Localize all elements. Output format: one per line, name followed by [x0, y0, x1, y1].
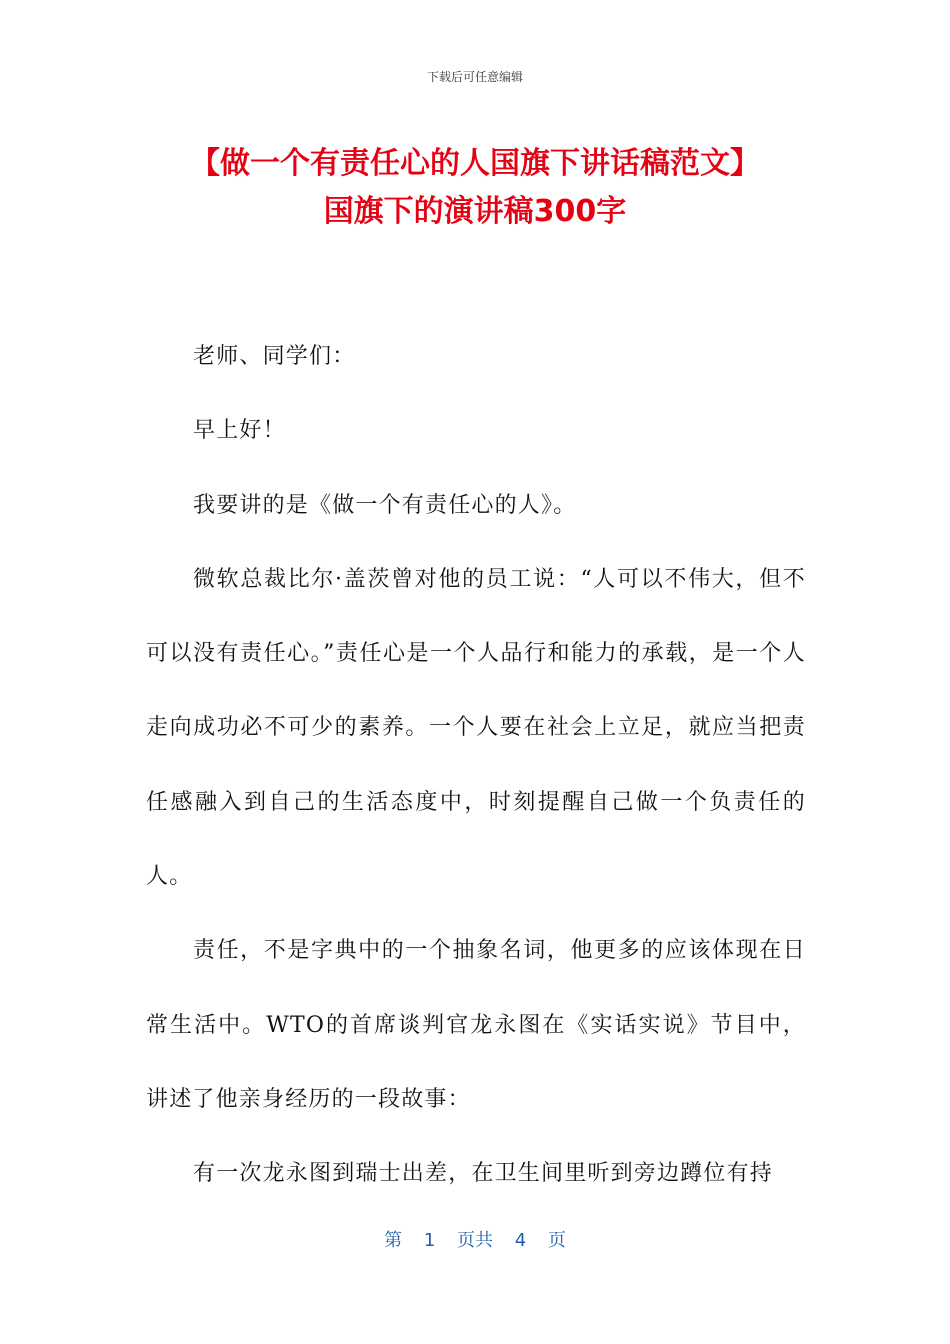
- document-title: [60, 140, 890, 236]
- paragraph-topic: 我要讲的是《做一个有责任心的人》。: [193, 492, 577, 518]
- page-label-suffix: 页: [547, 1230, 566, 1251]
- page-footer: [0, 1226, 950, 1252]
- total-pages-number: 4: [514, 1230, 527, 1251]
- paragraph-salutation: 老师、同学们：: [193, 344, 356, 369]
- page-label-mid: 页共: [457, 1230, 493, 1251]
- paragraph-story: 有一次龙永图到瑞士出差，在卫生间里听到旁边蹲位有持: [193, 1161, 774, 1187]
- page-label-prefix: 第: [384, 1230, 403, 1251]
- title-line-2: 国旗下的演讲稿300字: [323, 194, 627, 229]
- paragraph-gates-quote: 微软总裁比尔·盖茨曾对他的员工说：“人可以不伟大，但不可以没有责任心。”责任心是一个人品行和能力的承载，是一个人走向成功必不可少的素养。一个人要在社会上立足，就应当把责任感融入到自己的生活态度中，时刻提醒自己做一个负责任的人。: [146, 566, 806, 890]
- document-body: [146, 320, 806, 1212]
- paragraph-greeting: 早上好！: [193, 418, 286, 444]
- header-note: 下载后可任意编辑: [426, 70, 523, 84]
- paragraph-responsibility: 责任，不是字典中的一个抽象名词，他更多的应该体现在日常生活中。WTO的首席谈判官龙永图在《实话实说》节目中，讲述了他亲身经历的一段故事：: [146, 938, 806, 1112]
- current-page-number: 1: [423, 1230, 436, 1251]
- title-line-1: 【做一个有责任心的人国旗下讲话稿范文】: [190, 146, 760, 181]
